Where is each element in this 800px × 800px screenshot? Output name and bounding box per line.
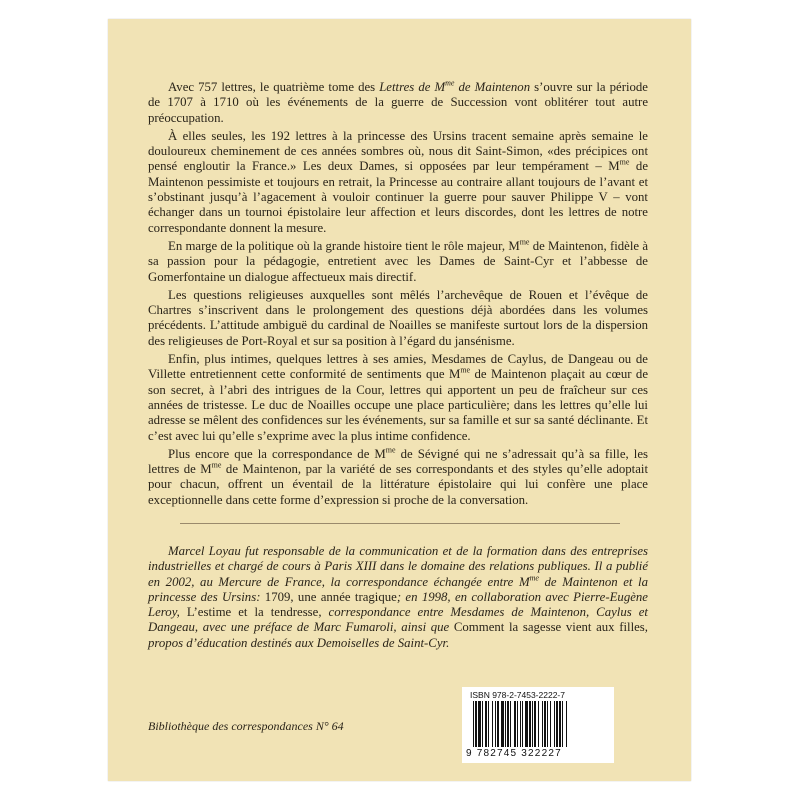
superscript: me [445,78,455,88]
paragraph-4: Les questions religieuses auxquelles sont mêlés l’archevêque de Rouen et l’évêque de Chartres s’inscrivent dans le prolongement des questions déjà abordées dans les volumes précédents. L’attitude ambiguë du cardinal de Noailles se manifeste surtout lors de la dispersion des religieuses de Port-Royal et sur sa position à l’égard du jansénisme. [148,287,648,348]
text-span: Avec 757 lettres, le quatrième tome des [168,80,380,94]
text-span: de Maintenon, fidèle à sa passion pour la pédagogie, entretient avec les Dames de Saint-Cyr et l’abbesse de Gomerfontaine un dialogue affectueux mais directif. [148,238,649,284]
paragraph-6 [148,447,648,508]
superscript: me [211,460,222,470]
isbn-label: ISBN 978-2-7453-2222-7 [470,690,565,700]
back-cover [108,19,691,781]
barcode-icon [472,701,608,747]
paragraph-2 [148,129,648,236]
text-span: de Maintenon plaçait au cœur de son secret, à l’abri des intrigues de la Cour, lettres qui apportent un peu de fraîcheur sur ces années de tristesse. Le duc de Noailles occupe une place particulière; dans les lettres qu’elle lui adresse se mêlent des confidences sur les événements, sur sa famille et sur sa santé déclinante. Et c’est avec lui qu’elle s’exprime avec la plus intime confidence. [148,367,649,443]
text-span: de Maintenon, par la variété de ses correspondants et des styles qu’elle adoptait pour chacun, offrent un éventail de la littérature épistolaire qui lui confère une place exceptionnelle dans cette forme d’expression si proche de la conversation. [148,462,649,507]
ean-digits: 9 782745 322227 [466,748,562,759]
series-label: Bibliothèque des correspondances N° 64 [148,719,344,733]
text-span: Lettres de M [379,80,446,94]
author-bio [148,544,648,651]
paragraph-1 [148,80,648,126]
superscript: me [460,366,471,376]
text-span: À elles seules, les 192 lettres à la princesse des Ursins tracent semaine après semaine le douloureux cheminement de ces années sombres où, nous dit Saint-Simon, «des précipices ont pensé engloutir la France.» Les deux Dames, si opposées par leur tempérament – M [148,128,648,174]
text-span: Plus encore que la correspondance de M [168,446,386,461]
text-span: , correspondance entre Mesdames de Maintenon, Caylus et Dangeau, avec une préface de Marc Fumaroli, ainsi que [148,605,648,635]
text-span: s’ouvre sur la période de 1707 à 1710 où les événements de la guerre de Succession vont oblitérer tout autre préoccupation. [148,80,648,125]
text-span: de Sévigné qui ne s’adressait qu’à sa fille, les lettres de M [148,446,648,477]
text-span: En marge de la politique où la grande histoire tient le rôle majeur, M [168,238,520,253]
superscript: me [529,573,539,583]
text-span: ; en 1998, en collaboration avec Pierre-Eugène Leroy, [148,589,648,620]
blurb-text [148,80,648,511]
book-title: Comment la sagesse vient aux filles [453,620,645,635]
text-span: de Maintenon [454,80,531,94]
text-span: de Maintenon et la princesse des Ursins: [148,574,648,604]
text-span: de Maintenon pessimiste et toujours en retrait, la Princesse au contraire allant toujours de l’avant et s’obstinant jusqu’à l’agacement à vouloir continuer la guerre pour sauver Philippe V – vont échanger dans un tournoi épistolaire leur affection et leurs discordes, dont les lettres de notre correspondante donnent la mesure. [148,159,649,235]
text-span: , propos d’éducation destinés aux Demoiselles de Saint-Cyr. [148,620,648,650]
text-span: Enfin, plus intimes, quelques lettres à ses amies, Mesdames de Caylus, de Dangeau ou de Villette entretiennent cette conformité de sentiments que M [148,352,648,382]
paragraph-5 [148,352,648,444]
text-span: Marcel Loyau fut responsable de la communication et de la formation dans des entreprises industrielles et chargé de cours à Paris XIII dans le domaine des relations publiques. Il a publié en 2002, au Mercure de France, la correspondance échangée entre M [148,544,648,589]
book-title: L’estime et la tendresse [186,605,319,620]
book-title [379,80,530,94]
barcode-box [462,687,614,763]
superscript: me [385,445,396,455]
divider [180,523,620,524]
superscript: me [519,237,530,247]
book-title: 1709, une année tragique [264,589,397,604]
superscript: me [619,158,630,168]
paragraph-3 [148,239,648,285]
